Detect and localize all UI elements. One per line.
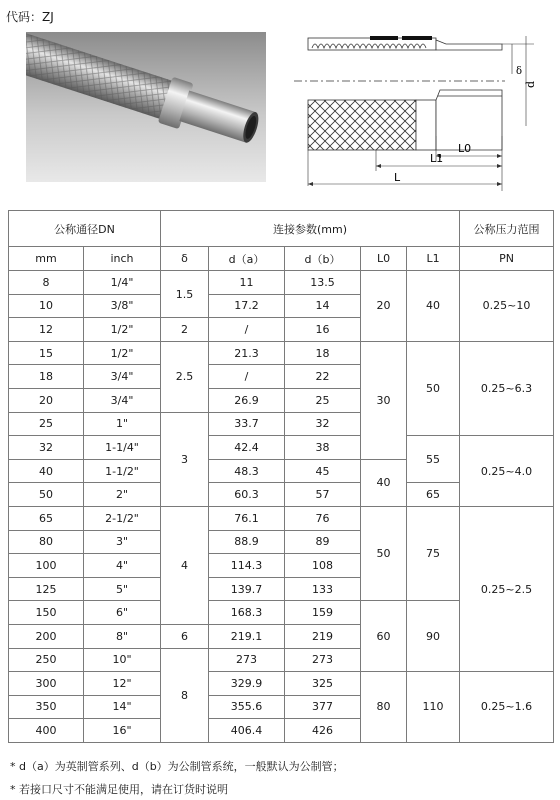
cell-da: / (209, 318, 285, 342)
cell-delta: 8 (161, 648, 209, 742)
cell-mm: 65 (9, 506, 84, 530)
col-header-delta: δ (161, 247, 209, 271)
cell-mm: 40 (9, 459, 84, 483)
cell-inch: 10" (84, 648, 161, 672)
cell-delta: 4 (161, 506, 209, 624)
table-row (9, 271, 554, 295)
l-dimension-label: L (394, 171, 401, 184)
delta-dimension-label: δ (516, 66, 523, 77)
cell-l0: 20 (361, 271, 407, 342)
footnote-order-instructions: * 若接口尺寸不能满足使用，请在订货时说明 (10, 783, 228, 796)
cell-db: 38 (285, 436, 361, 460)
cell-l0: 80 (361, 672, 407, 743)
cell-da: 33.7 (209, 412, 285, 436)
cell-pn: 0.25~1.6 (460, 672, 554, 743)
cell-inch: 3/4" (84, 388, 161, 412)
cell-l0: 60 (361, 601, 407, 672)
col-header-mm: mm (9, 247, 84, 271)
cell-l0: 30 (361, 341, 407, 459)
dn-group-header: 公称通径DN (9, 211, 161, 247)
cell-da: 114.3 (209, 554, 285, 578)
cell-db: 426 (285, 719, 361, 743)
cell-pn: 0.25~6.3 (460, 341, 554, 435)
cell-inch: 1" (84, 412, 161, 436)
pressure-group-header: 公称压力范围 (460, 211, 554, 247)
cell-inch: 1/2" (84, 341, 161, 365)
cell-da: 355.6 (209, 695, 285, 719)
cell-da: 60.3 (209, 483, 285, 507)
cell-da: 273 (209, 648, 285, 672)
cell-pn: 0.25~4.0 (460, 436, 554, 507)
cell-pn: 0.25~10 (460, 271, 554, 342)
cell-l1: 40 (407, 271, 460, 342)
cell-da: 17.2 (209, 294, 285, 318)
cell-inch: 4" (84, 554, 161, 578)
cell-db: 159 (285, 601, 361, 625)
cell-inch: 3/4" (84, 365, 161, 389)
cell-db: 32 (285, 412, 361, 436)
cell-mm: 15 (9, 341, 84, 365)
cell-inch: 1/4" (84, 271, 161, 295)
table-row (9, 506, 554, 530)
cell-inch: 3" (84, 530, 161, 554)
cell-delta: 3 (161, 412, 209, 506)
cell-da: 139.7 (209, 577, 285, 601)
cell-db: 22 (285, 365, 361, 389)
col-header-pn: PN (460, 247, 554, 271)
cell-inch: 3/8" (84, 294, 161, 318)
cell-mm: 300 (9, 672, 84, 696)
cell-db: 377 (285, 695, 361, 719)
cell-inch: 5" (84, 577, 161, 601)
col-header-l1: L1 (407, 247, 460, 271)
cell-mm: 200 (9, 624, 84, 648)
cell-da: 11 (209, 271, 285, 295)
cell-inch: 12" (84, 672, 161, 696)
cell-da: 219.1 (209, 624, 285, 648)
cell-mm: 10 (9, 294, 84, 318)
cell-l1: 75 (407, 506, 460, 600)
cell-pn: 0.25~2.5 (460, 506, 554, 671)
cell-db: 219 (285, 624, 361, 648)
cell-inch: 1-1/2" (84, 459, 161, 483)
cell-delta: 1.5 (161, 271, 209, 318)
cell-mm: 400 (9, 719, 84, 743)
cell-mm: 18 (9, 365, 84, 389)
cell-mm: 25 (9, 412, 84, 436)
cell-mm: 150 (9, 601, 84, 625)
cell-l0: 40 (361, 459, 407, 506)
cell-da: 26.9 (209, 388, 285, 412)
cell-db: 325 (285, 672, 361, 696)
cell-db: 16 (285, 318, 361, 342)
product-code-label: 代码：ZJ (6, 10, 54, 24)
col-header-db: d（b） (285, 247, 361, 271)
cell-mm: 100 (9, 554, 84, 578)
cell-db: 25 (285, 388, 361, 412)
cell-db: 13.5 (285, 271, 361, 295)
cell-inch: 1/2" (84, 318, 161, 342)
cell-da: / (209, 365, 285, 389)
l0-dimension-label: L0 (458, 142, 472, 155)
cell-l0: 50 (361, 506, 407, 600)
cell-inch: 8" (84, 624, 161, 648)
cell-da: 48.3 (209, 459, 285, 483)
cell-db: 18 (285, 341, 361, 365)
cell-db: 273 (285, 648, 361, 672)
table-row (9, 436, 554, 460)
cell-mm: 50 (9, 483, 84, 507)
cell-da: 88.9 (209, 530, 285, 554)
cell-inch: 2" (84, 483, 161, 507)
d-dimension-label: d (524, 80, 537, 88)
cell-db: 133 (285, 577, 361, 601)
cell-inch: 6" (84, 601, 161, 625)
cell-l1: 90 (407, 601, 460, 672)
cell-mm: 20 (9, 388, 84, 412)
cell-da: 168.3 (209, 601, 285, 625)
table-row (9, 672, 554, 696)
cell-mm: 8 (9, 271, 84, 295)
cell-mm: 12 (9, 318, 84, 342)
cell-da: 42.4 (209, 436, 285, 460)
table-row (9, 341, 554, 365)
cell-mm: 80 (9, 530, 84, 554)
cell-l1: 55 (407, 436, 460, 483)
cell-mm: 350 (9, 695, 84, 719)
cell-inch: 14" (84, 695, 161, 719)
col-header-l0: L0 (361, 247, 407, 271)
cell-inch: 1-1/4" (84, 436, 161, 460)
cell-delta: 6 (161, 624, 209, 648)
cell-inch: 2-1/2" (84, 506, 161, 530)
cell-da: 76.1 (209, 506, 285, 530)
cell-db: 14 (285, 294, 361, 318)
cell-da: 329.9 (209, 672, 285, 696)
cell-db: 108 (285, 554, 361, 578)
cell-delta: 2 (161, 318, 209, 342)
cell-da: 406.4 (209, 719, 285, 743)
cell-l1: 65 (407, 483, 460, 507)
cell-db: 89 (285, 530, 361, 554)
col-header-da: d（a） (209, 247, 285, 271)
cell-db: 57 (285, 483, 361, 507)
hose-section-diagram (290, 26, 552, 192)
l1-dimension-label: L1 (430, 152, 444, 165)
cell-l1: 50 (407, 341, 460, 435)
cell-mm: 32 (9, 436, 84, 460)
connection-group-header: 连接参数(mm) (161, 211, 460, 247)
product-photo (26, 32, 266, 182)
cell-l1: 110 (407, 672, 460, 743)
footnote-pipe-series: * d（a）为英制管系列、d（b）为公制管系统，一般默认为公制管； (10, 760, 344, 773)
cell-inch: 16" (84, 719, 161, 743)
cell-mm: 250 (9, 648, 84, 672)
specification-table (8, 210, 554, 743)
cell-db: 45 (285, 459, 361, 483)
cell-delta: 2.5 (161, 341, 209, 412)
cell-db: 76 (285, 506, 361, 530)
cell-mm: 125 (9, 577, 84, 601)
col-header-inch: inch (84, 247, 161, 271)
cell-da: 21.3 (209, 341, 285, 365)
